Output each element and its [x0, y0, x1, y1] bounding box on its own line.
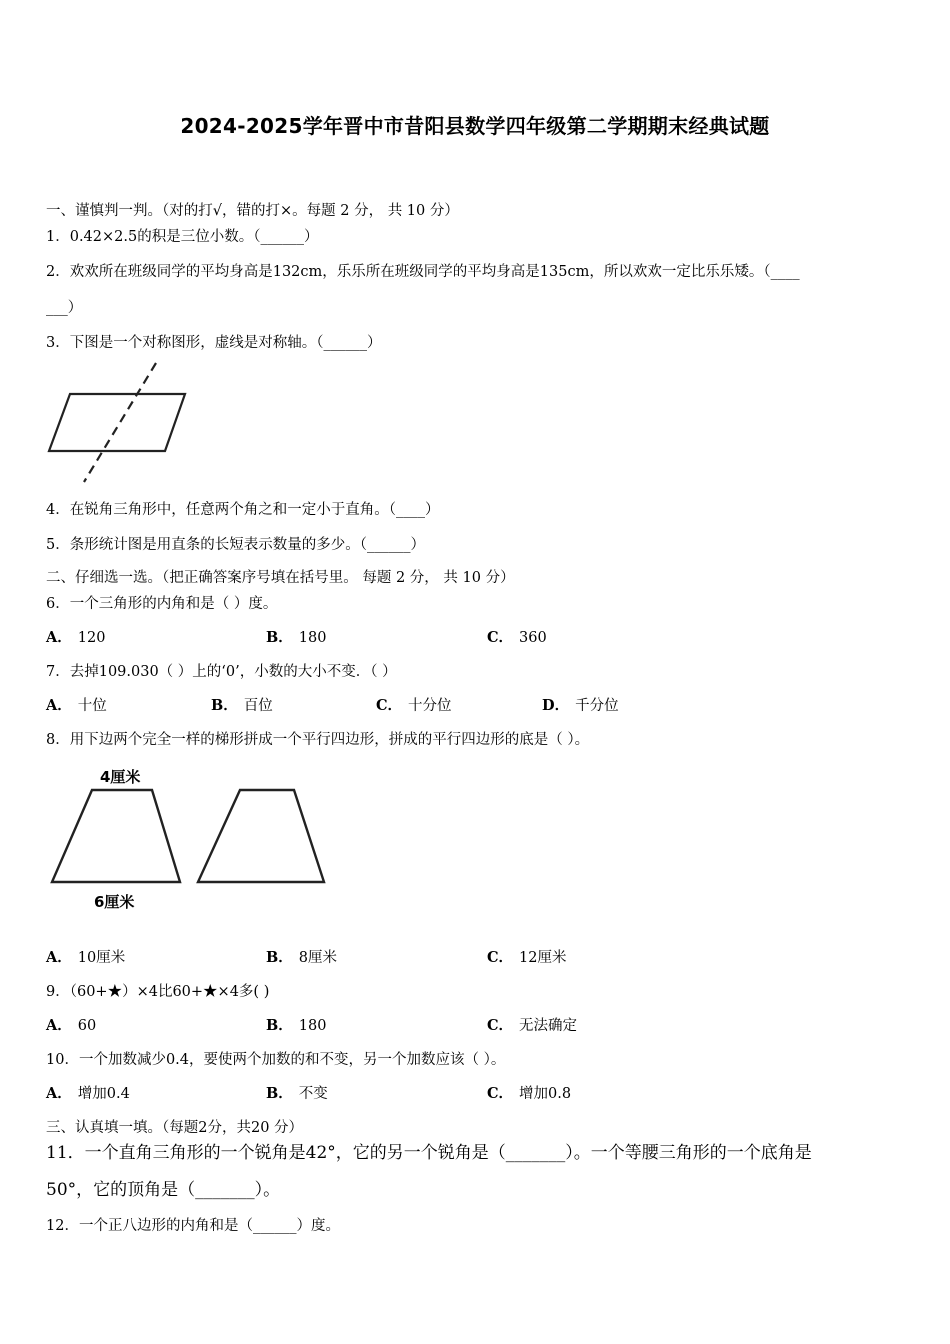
question-11-line-1: 11．一个直角三角形的一个锐角是42°，它的另一个锐角是（_______）。一个等腰三角形的一个底角是 [46, 1143, 812, 1163]
question-2-line-1: 2．欢欢所在班级同学的平均身高是132cm，乐乐所在班级同学的平均身高是135cm，所以欢欢一定比乐乐矮。（____ [46, 264, 800, 280]
q9-option-c: C． 无法确定 [487, 1017, 578, 1034]
question-4: 4．在锐角三角形中，任意两个角之和一定小于直角。（____） [46, 502, 440, 518]
top-length-label: 4厘米 [100, 768, 141, 786]
q10-option-c: C． 增加0.8 [487, 1085, 572, 1102]
question-10: 10．一个加数减少0.4，要使两个加数的和不变，另一个加数应该（ ）。 [46, 1052, 506, 1068]
question-2-line-2: ___） [46, 300, 83, 316]
question-5: 5．条形统计图是用直条的长短表示数量的多少。（______） [46, 537, 425, 553]
trapezoid-right-shape [198, 790, 324, 882]
trapezoids-figure [44, 762, 344, 917]
parallelogram-figure [44, 360, 194, 485]
q9-option-a: A． 60 [46, 1017, 97, 1034]
question-12: 12．一个正八边形的内角和是（______）度。 [46, 1218, 340, 1234]
question-3: 3．下图是一个对称图形，虚线是对称轴。（______） [46, 335, 382, 351]
question-6: 6．一个三角形的内角和是（ ）度。 [46, 596, 278, 612]
question-8: 8．用下边两个完全一样的梯形拼成一个平行四边形，拼成的平行四边形的底是（ ）。 [46, 732, 590, 748]
q7-option-d: D． 千分位 [542, 697, 619, 714]
section-1-header: 一、谨慎判一判。（对的打√，错的打×。每题 2 分， 共 10 分） [46, 203, 459, 219]
question-9: 9．（60+★）×4比60+★×4多( ) [46, 984, 270, 1000]
symmetry-axis-dashed-line [84, 363, 156, 482]
question-1: 1．0.42×2.5的积是三位小数。（______） [46, 229, 319, 245]
q6-option-b: B． 180 [266, 629, 327, 646]
q10-option-a: A． 增加0.4 [46, 1085, 130, 1102]
page-title: 2024-2025学年晋中市昔阳县数学四年级第二学期期末经典试题 [180, 114, 770, 138]
trapezoid-left-shape [52, 790, 180, 882]
section-2-header: 二、仔细选一选。（把正确答案序号填在括号里。 每题 2 分， 共 10 分） [46, 570, 515, 586]
q8-option-a: A． 10厘米 [46, 949, 126, 966]
bottom-length-label: 6厘米 [94, 893, 135, 911]
q8-option-b: B． 8厘米 [266, 949, 337, 966]
q8-option-c: C． 12厘米 [487, 949, 567, 966]
q7-option-a: A． 十位 [46, 697, 107, 714]
parallelogram-shape [49, 394, 185, 451]
q7-option-b: B． 百位 [211, 697, 273, 714]
q6-option-c: C． 360 [487, 629, 547, 646]
q9-option-b: B． 180 [266, 1017, 327, 1034]
question-11-line-2: 50°，它的顶角是（_______）。 [46, 1180, 281, 1200]
q10-option-b: B． 不变 [266, 1085, 328, 1102]
section-3-header: 三、认真填一填。（每题2分，共20 分） [46, 1120, 304, 1136]
question-7: 7．去掉109.030（ ）上的‘0’，小数的大小不变．（ ） [46, 664, 397, 680]
q6-option-a: A． 120 [46, 629, 106, 646]
q7-option-c: C． 十分位 [376, 697, 452, 714]
